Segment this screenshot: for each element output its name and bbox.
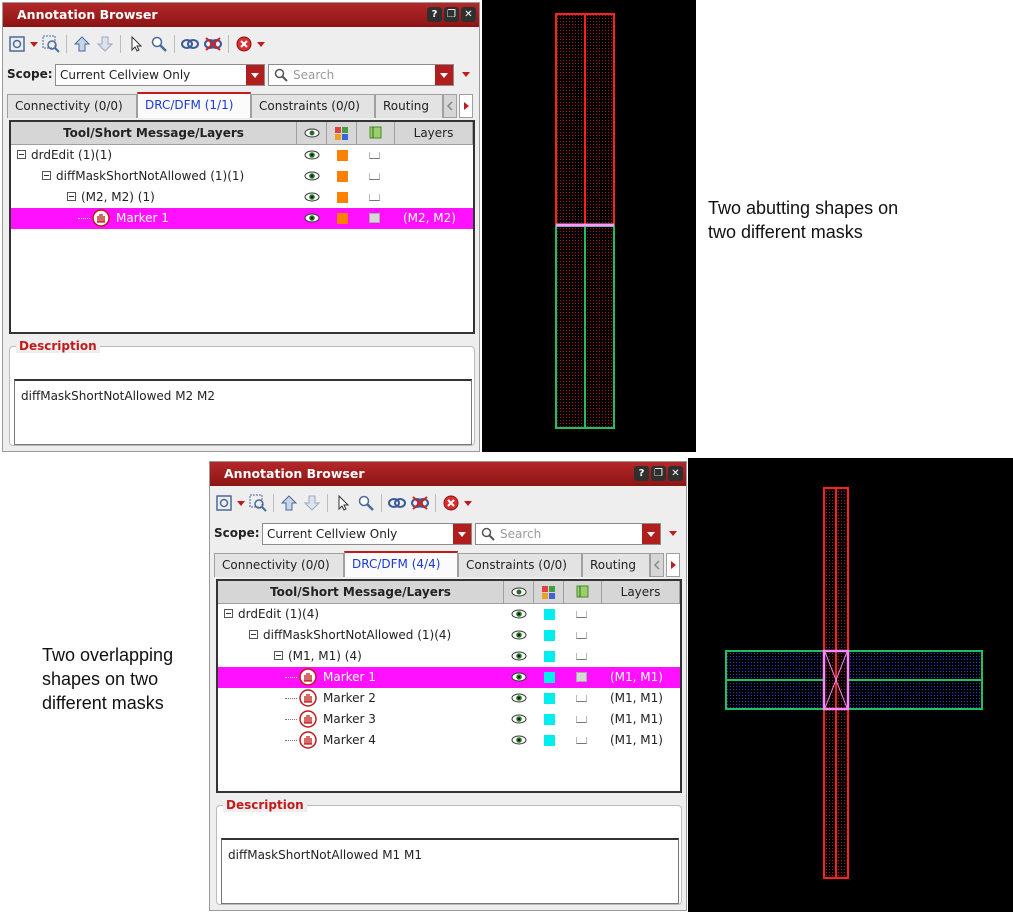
annotation-browser-panel-1 bbox=[2, 2, 480, 452]
chevron-down-icon[interactable] bbox=[435, 65, 453, 85]
tree-row-label: (M1, M1) (4) bbox=[288, 649, 362, 663]
caption-line: different masks bbox=[42, 693, 164, 713]
flag-checkbox[interactable] bbox=[369, 152, 380, 159]
marker-hand-icon bbox=[92, 209, 110, 230]
scope-label: Scope: bbox=[214, 526, 260, 540]
marker-row[interactable] bbox=[218, 709, 680, 730]
eye-icon bbox=[510, 585, 528, 599]
tab-drc-dfm[interactable]: DRC/DFM (1/1) bbox=[137, 92, 251, 118]
down-arrow-icon[interactable] bbox=[95, 34, 115, 54]
flag-checkbox[interactable] bbox=[369, 194, 380, 201]
tab-scroll-left-icon[interactable] bbox=[443, 94, 457, 118]
toolbar bbox=[210, 488, 686, 518]
tree-row[interactable] bbox=[11, 145, 473, 166]
layers-value: (M1, M1) bbox=[610, 670, 663, 684]
caption-line: Two abutting shapes on bbox=[708, 198, 899, 218]
color-swatch[interactable] bbox=[544, 735, 555, 746]
scope-label: Scope: bbox=[7, 67, 53, 81]
window-titlebar[interactable] bbox=[210, 462, 686, 486]
up-arrow-icon[interactable] bbox=[72, 34, 92, 54]
annotation-tree[interactable] bbox=[9, 120, 475, 334]
tree-connector bbox=[285, 677, 297, 679]
tree-row[interactable] bbox=[11, 187, 473, 208]
flag-checkbox[interactable] bbox=[369, 213, 380, 223]
column-header-flag[interactable] bbox=[357, 122, 395, 144]
unlink-icon[interactable] bbox=[203, 34, 223, 54]
window-titlebar[interactable] bbox=[3, 3, 479, 27]
search-input[interactable] bbox=[268, 64, 454, 86]
chevron-down-icon[interactable] bbox=[453, 524, 471, 544]
eye-icon[interactable] bbox=[303, 211, 321, 228]
color-swatch[interactable] bbox=[544, 630, 555, 641]
description-title: Description bbox=[16, 339, 100, 353]
layout-view-abutting[interactable] bbox=[482, 0, 696, 452]
down-arrow-icon[interactable] bbox=[302, 493, 322, 513]
close-button[interactable]: ✕ bbox=[461, 7, 476, 22]
scope-select[interactable] bbox=[55, 64, 265, 86]
flag-checkbox[interactable] bbox=[576, 653, 587, 660]
zoom-icon[interactable] bbox=[356, 493, 376, 513]
toolbar bbox=[3, 29, 479, 59]
eye-icon bbox=[303, 126, 321, 140]
delete-icon[interactable] bbox=[441, 493, 461, 513]
marker-hand-icon bbox=[299, 689, 317, 710]
color-swatch[interactable] bbox=[337, 150, 348, 161]
tab-drc-dfm[interactable]: DRC/DFM (4/4) bbox=[344, 551, 458, 577]
caption-line: shapes on two bbox=[42, 669, 159, 689]
search-icon bbox=[274, 68, 288, 82]
marker-row[interactable] bbox=[218, 688, 680, 709]
eye-icon[interactable] bbox=[303, 148, 321, 165]
tree-row-label: Marker 4 bbox=[323, 733, 376, 747]
flag-checkbox[interactable] bbox=[369, 173, 380, 180]
layout-view-overlapping[interactable] bbox=[688, 458, 1013, 912]
color-swatch[interactable] bbox=[544, 672, 555, 683]
column-header-layers[interactable]: Layers bbox=[602, 581, 680, 603]
flag-checkbox[interactable] bbox=[576, 695, 587, 702]
tree-row[interactable] bbox=[218, 604, 680, 625]
tree-row-label: Marker 3 bbox=[323, 712, 376, 726]
caption-line: two different masks bbox=[708, 222, 863, 242]
tree-row[interactable] bbox=[218, 625, 680, 646]
column-header-message[interactable]: Tool/Short Message/Layers bbox=[218, 581, 504, 603]
marker-hand-icon bbox=[299, 668, 317, 689]
column-header-visibility[interactable] bbox=[297, 122, 327, 144]
eye-icon[interactable] bbox=[303, 190, 321, 207]
color-swatch[interactable] bbox=[337, 213, 348, 224]
tab-bar bbox=[7, 92, 477, 118]
tab-connectivity[interactable]: Connectivity (0/0) bbox=[214, 553, 344, 577]
window-title: Annotation Browser bbox=[224, 466, 365, 481]
color-swatch[interactable] bbox=[337, 171, 348, 182]
delete-icon[interactable] bbox=[234, 34, 254, 54]
tree-connector bbox=[285, 740, 297, 742]
eye-icon[interactable] bbox=[510, 733, 528, 750]
annotation-tree[interactable] bbox=[216, 579, 682, 793]
marker-row[interactable] bbox=[218, 667, 680, 688]
layers-value: (M2, M2) bbox=[403, 211, 456, 225]
float-button[interactable]: ❐ bbox=[651, 466, 666, 481]
help-button[interactable]: ? bbox=[427, 7, 442, 22]
caption-abutting bbox=[708, 196, 898, 244]
search-placeholder: Search bbox=[500, 527, 542, 541]
tree-row[interactable] bbox=[218, 646, 680, 667]
eye-icon[interactable] bbox=[510, 628, 528, 645]
search-icon bbox=[481, 527, 495, 541]
close-button[interactable]: ✕ bbox=[668, 466, 683, 481]
search-options-arrow-icon[interactable] bbox=[669, 531, 677, 536]
scope-select[interactable] bbox=[262, 523, 472, 545]
flag-icon bbox=[575, 585, 591, 599]
collapse-toggle-icon[interactable] bbox=[67, 192, 76, 201]
tree-header bbox=[11, 122, 473, 145]
color-swatch[interactable] bbox=[544, 714, 555, 725]
collapse-toggle-icon[interactable] bbox=[17, 150, 26, 159]
flag-checkbox[interactable] bbox=[576, 716, 587, 723]
dropdown-arrow-icon[interactable] bbox=[257, 42, 265, 47]
color-grid-icon bbox=[334, 126, 350, 142]
chevron-down-icon[interactable] bbox=[246, 65, 264, 85]
tab-connectivity[interactable]: Connectivity (0/0) bbox=[7, 94, 137, 118]
flag-icon bbox=[368, 126, 384, 140]
tree-row-label: (M2, M2) (1) bbox=[81, 190, 155, 204]
layers-value: (M1, M1) bbox=[610, 712, 663, 726]
color-swatch[interactable] bbox=[544, 651, 555, 662]
description-group bbox=[216, 798, 682, 905]
up-arrow-icon[interactable] bbox=[279, 493, 299, 513]
tree-connector bbox=[285, 698, 297, 700]
tree-row-label: Marker 2 bbox=[323, 691, 376, 705]
color-grid-icon bbox=[541, 585, 557, 601]
help-button[interactable]: ? bbox=[634, 466, 649, 481]
layers-value: (M1, M1) bbox=[610, 691, 663, 705]
caption-line: Two overlapping bbox=[42, 645, 174, 665]
column-header-message[interactable]: Tool/Short Message/Layers bbox=[11, 122, 297, 144]
tab-scroll-left-icon[interactable] bbox=[650, 553, 664, 577]
eye-icon[interactable] bbox=[303, 169, 321, 186]
marker-hand-icon bbox=[299, 731, 317, 752]
color-swatch[interactable] bbox=[337, 192, 348, 203]
eye-icon[interactable] bbox=[510, 607, 528, 624]
scope-value: Current Cellview Only bbox=[60, 68, 191, 82]
eye-icon[interactable] bbox=[510, 712, 528, 729]
annotation-browser-panel-2 bbox=[209, 461, 687, 911]
column-header-flag[interactable] bbox=[564, 581, 602, 603]
eye-icon[interactable] bbox=[510, 691, 528, 708]
flag-checkbox[interactable] bbox=[576, 737, 587, 744]
zoom-select-icon[interactable] bbox=[41, 34, 61, 54]
window-title: Annotation Browser bbox=[17, 7, 158, 22]
search-options-arrow-icon[interactable] bbox=[462, 72, 470, 77]
tree-row-label: Marker 1 bbox=[323, 670, 376, 684]
scope-row bbox=[3, 62, 479, 88]
tree-header bbox=[218, 581, 680, 604]
column-header-color[interactable] bbox=[327, 122, 357, 144]
tab-routing[interactable]: Routing bbox=[582, 553, 650, 577]
tab-constraints[interactable]: Constraints (0/0) bbox=[458, 553, 582, 577]
chevron-down-icon[interactable] bbox=[642, 524, 660, 544]
collapse-toggle-icon[interactable] bbox=[274, 651, 283, 660]
dropdown-arrow-icon[interactable] bbox=[464, 501, 472, 506]
tab-routing[interactable]: Routing bbox=[375, 94, 443, 118]
collapse-toggle-icon[interactable] bbox=[224, 609, 233, 618]
zoom-fit-icon[interactable] bbox=[7, 34, 27, 54]
tree-connector bbox=[285, 719, 297, 721]
unlink-icon[interactable] bbox=[410, 493, 430, 513]
flag-checkbox[interactable] bbox=[576, 672, 587, 682]
tab-constraints[interactable]: Constraints (0/0) bbox=[251, 94, 375, 118]
tab-bar bbox=[214, 551, 684, 577]
tree-row-label: drdEdit (1)(1) bbox=[31, 148, 113, 162]
dropdown-arrow-icon[interactable] bbox=[30, 42, 38, 47]
link-icon[interactable] bbox=[180, 34, 200, 54]
tree-row-label: Marker 1 bbox=[116, 211, 169, 225]
description-title: Description bbox=[223, 798, 307, 812]
layout-canvas-abutting bbox=[482, 0, 696, 452]
marker-row[interactable] bbox=[11, 208, 473, 229]
zoom-icon[interactable] bbox=[149, 34, 169, 54]
column-header-color[interactable] bbox=[534, 581, 564, 603]
column-header-visibility[interactable] bbox=[504, 581, 534, 603]
tab-scroll-right-icon[interactable] bbox=[666, 553, 680, 577]
description-text[interactable]: diffMaskShortNotAllowed M1 M1 bbox=[221, 838, 679, 904]
tree-connector bbox=[78, 218, 90, 220]
tree-row-label: drdEdit (1)(4) bbox=[238, 607, 320, 621]
tree-row-label: diffMaskShortNotAllowed (1)(1) bbox=[56, 169, 245, 183]
select-pointer-icon[interactable] bbox=[333, 493, 353, 513]
search-placeholder: Search bbox=[293, 68, 335, 82]
flag-checkbox[interactable] bbox=[576, 611, 587, 618]
eye-icon[interactable] bbox=[510, 670, 528, 687]
tab-scroll-right-icon[interactable] bbox=[459, 94, 473, 118]
collapse-toggle-icon[interactable] bbox=[249, 630, 258, 639]
description-text[interactable]: diffMaskShortNotAllowed M2 M2 bbox=[14, 379, 472, 445]
link-icon[interactable] bbox=[387, 493, 407, 513]
caption-overlapping bbox=[42, 643, 173, 715]
float-button[interactable]: ❐ bbox=[444, 7, 459, 22]
layers-value: (M1, M1) bbox=[610, 733, 663, 747]
scope-row bbox=[210, 521, 686, 547]
dropdown-arrow-icon[interactable] bbox=[237, 501, 245, 506]
search-input[interactable] bbox=[475, 523, 661, 545]
marker-hand-icon bbox=[299, 710, 317, 731]
tree-row-label: diffMaskShortNotAllowed (1)(4) bbox=[263, 628, 452, 642]
flag-checkbox[interactable] bbox=[576, 632, 587, 639]
scope-value: Current Cellview Only bbox=[267, 527, 398, 541]
tree-row[interactable] bbox=[11, 166, 473, 187]
color-swatch[interactable] bbox=[544, 609, 555, 620]
marker-row[interactable] bbox=[218, 730, 680, 751]
layout-canvas-overlapping bbox=[688, 458, 1013, 912]
eye-icon[interactable] bbox=[510, 649, 528, 666]
select-pointer-icon[interactable] bbox=[126, 34, 146, 54]
column-header-layers[interactable]: Layers bbox=[395, 122, 473, 144]
zoom-select-icon[interactable] bbox=[248, 493, 268, 513]
description-group bbox=[9, 339, 475, 446]
color-swatch[interactable] bbox=[544, 693, 555, 704]
collapse-toggle-icon[interactable] bbox=[42, 171, 51, 180]
zoom-fit-icon[interactable] bbox=[214, 493, 234, 513]
